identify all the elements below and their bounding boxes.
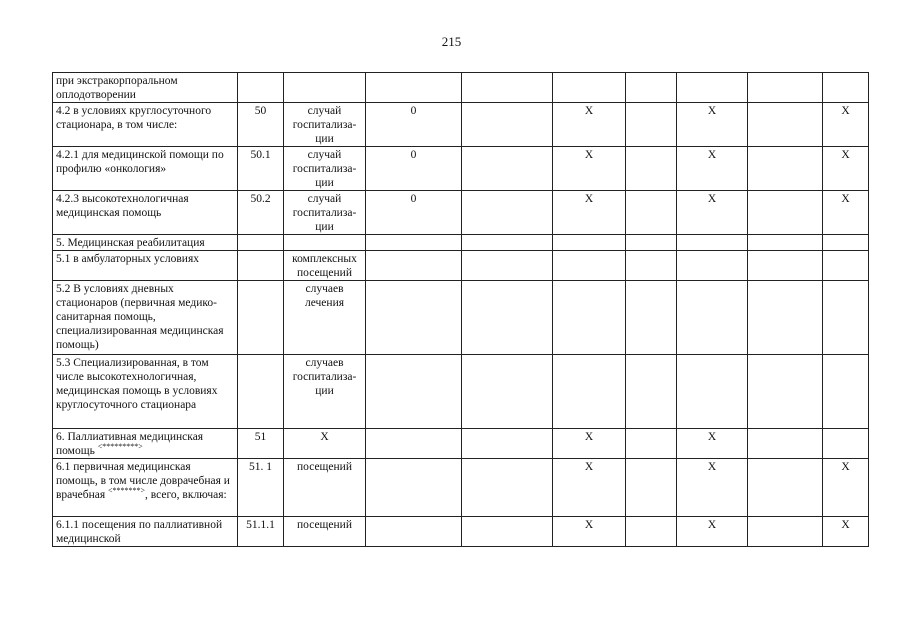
row-name-cell xyxy=(53,281,238,355)
table-row xyxy=(53,429,869,459)
row-unit-cell xyxy=(284,459,366,517)
table-row xyxy=(53,459,869,517)
row-x2-cell xyxy=(677,191,748,235)
row-empty-cell xyxy=(626,235,677,251)
row-code-text: 51 xyxy=(254,431,267,443)
row-code-cell xyxy=(238,73,284,103)
row-x3-cell xyxy=(823,235,869,251)
row-x3-cell xyxy=(823,281,869,355)
row-empty-cell xyxy=(462,429,553,459)
row-label: 6. Паллиативная медицинская помощь xyxy=(56,431,204,457)
row-value-cell xyxy=(366,235,462,251)
row-empty-cell xyxy=(748,459,823,517)
row-name-cell xyxy=(53,517,238,547)
row-x3-cell xyxy=(823,517,869,547)
row-x3-cell xyxy=(823,355,869,429)
row-value-cell xyxy=(366,147,462,191)
row-code-cell xyxy=(238,459,284,517)
row-empty-cell xyxy=(626,147,677,191)
row-unit-cell xyxy=(284,281,366,355)
row-empty-cell xyxy=(626,355,677,429)
row-x2-cell xyxy=(677,103,748,147)
row-x3-text: X xyxy=(841,193,850,205)
row-unit-text: посещений xyxy=(297,461,352,473)
row-x2-cell xyxy=(677,459,748,517)
row-x2-text: X xyxy=(707,519,717,531)
row-x3-cell xyxy=(823,251,869,281)
row-x2-cell xyxy=(677,235,748,251)
row-x2-cell xyxy=(677,147,748,191)
row-unit-text: комплексных посещений xyxy=(292,253,357,279)
row-empty-cell xyxy=(748,251,823,281)
row-code-cell xyxy=(238,147,284,191)
row-name-cell xyxy=(53,459,238,517)
row-x3-cell xyxy=(823,459,869,517)
row-empty-cell xyxy=(462,73,553,103)
row-code-cell xyxy=(238,355,284,429)
row-unit-text: X xyxy=(320,431,329,443)
row-empty-cell xyxy=(626,281,677,355)
row-empty-cell xyxy=(748,517,823,547)
row-x2-text: X xyxy=(707,193,717,205)
row-name-cell xyxy=(53,147,238,191)
row-x2-text: X xyxy=(707,461,717,473)
row-unit-cell xyxy=(284,73,366,103)
row-unit-cell xyxy=(284,103,366,147)
row-x1-cell xyxy=(553,73,626,103)
row-label: 4.2.3 высокотехнологичная медицинская помощь xyxy=(56,193,189,219)
row-label: 4.2 в условиях круглосуточного стационара, в том числе: xyxy=(56,105,212,131)
row-empty-cell xyxy=(748,147,823,191)
row-empty-cell xyxy=(626,517,677,547)
row-unit-cell xyxy=(284,251,366,281)
table-row xyxy=(53,281,869,355)
footnote-mark: <*********> xyxy=(97,442,143,451)
row-x1-text: X xyxy=(584,519,594,531)
row-value-cell xyxy=(366,191,462,235)
row-x3-text: X xyxy=(841,461,850,473)
row-code-cell xyxy=(238,429,284,459)
row-x3-text: X xyxy=(841,105,850,117)
row-empty-cell xyxy=(462,191,553,235)
row-x2-cell xyxy=(677,517,748,547)
table-row xyxy=(53,517,869,547)
row-empty-cell xyxy=(748,355,823,429)
row-name-cell xyxy=(53,103,238,147)
row-empty-cell xyxy=(748,281,823,355)
row-x3-cell xyxy=(823,191,869,235)
row-code-text: 51. 1 xyxy=(249,461,272,473)
row-code-cell xyxy=(238,103,284,147)
row-unit-text: случаев лечения xyxy=(304,283,345,309)
row-x1-cell xyxy=(553,517,626,547)
row-label: 6.1.1 посещения по паллиативной медицинской xyxy=(56,519,223,545)
row-x1-cell xyxy=(553,147,626,191)
row-unit-text: случай госпитализа-ции xyxy=(292,149,357,189)
row-unit-cell xyxy=(284,191,366,235)
table-row xyxy=(53,73,869,103)
row-unit-cell xyxy=(284,517,366,547)
row-label-suffix: , всего, включая: xyxy=(145,489,227,501)
row-empty-cell xyxy=(748,191,823,235)
row-label: 5.2 В условиях дневных стационаров (первичная медико-санитарная помощь, специализированная медицинская помощь) xyxy=(56,283,224,351)
table-row xyxy=(53,355,869,429)
row-value-text: 0 xyxy=(410,193,417,205)
row-x1-cell xyxy=(553,281,626,355)
row-empty-cell xyxy=(462,281,553,355)
row-code-text: 50.2 xyxy=(250,193,271,205)
row-code-text: 50.1 xyxy=(250,149,271,161)
table-row xyxy=(53,147,869,191)
row-unit-cell xyxy=(284,429,366,459)
row-empty-cell xyxy=(748,429,823,459)
row-empty-cell xyxy=(626,103,677,147)
row-empty-cell xyxy=(748,73,823,103)
row-name-cell xyxy=(53,251,238,281)
table-row xyxy=(53,191,869,235)
table-row xyxy=(53,103,869,147)
row-x1-cell xyxy=(553,103,626,147)
row-x3-text: X xyxy=(841,519,850,531)
row-x2-text: X xyxy=(707,105,717,117)
row-empty-cell xyxy=(462,459,553,517)
row-x2-cell xyxy=(677,251,748,281)
row-label: 6.1 первичная медицинская помощь, в том числе доврачебная и врачебная xyxy=(56,461,230,501)
row-name-cell xyxy=(53,191,238,235)
row-empty-cell xyxy=(462,147,553,191)
row-name-cell xyxy=(53,355,238,429)
row-x1-text: X xyxy=(584,193,594,205)
row-x3-cell xyxy=(823,147,869,191)
row-value-cell xyxy=(366,517,462,547)
row-unit-cell xyxy=(284,355,366,429)
row-name-cell xyxy=(53,73,238,103)
row-x3-text: X xyxy=(841,149,850,161)
row-unit-text: случай госпитализа-ции xyxy=(292,105,357,145)
row-x1-cell xyxy=(553,191,626,235)
row-x1-text: X xyxy=(584,149,594,161)
data-table xyxy=(52,72,869,547)
row-code-cell xyxy=(238,281,284,355)
row-x2-cell xyxy=(677,281,748,355)
row-x1-cell xyxy=(553,355,626,429)
page-number: 215 xyxy=(441,34,462,49)
row-x1-cell xyxy=(553,429,626,459)
row-x3-cell xyxy=(823,103,869,147)
row-empty-cell xyxy=(462,251,553,281)
row-x1-text: X xyxy=(584,431,594,443)
row-label: 4.2.1 для медицинской помощи по профилю «онкология» xyxy=(56,149,224,175)
row-code-text: 51.1.1 xyxy=(246,519,275,531)
row-unit-text: случаев госпитализа-ции xyxy=(292,357,357,397)
row-x1-text: X xyxy=(584,461,594,473)
row-unit-cell xyxy=(284,147,366,191)
row-unit-text: случай госпитализа-ции xyxy=(292,193,357,233)
row-value-cell xyxy=(366,73,462,103)
row-empty-cell xyxy=(462,517,553,547)
row-label: 5.1 в амбулаторных условиях xyxy=(56,253,199,265)
row-value-cell xyxy=(366,429,462,459)
row-x3-cell xyxy=(823,73,869,103)
row-value-cell xyxy=(366,459,462,517)
row-empty-cell xyxy=(626,191,677,235)
row-value-text: 0 xyxy=(410,105,417,117)
row-x3-cell xyxy=(823,429,869,459)
row-unit-cell xyxy=(284,235,366,251)
row-x2-text: X xyxy=(707,431,717,443)
row-code-text: 50 xyxy=(254,105,267,117)
row-code-cell xyxy=(238,191,284,235)
row-value-cell xyxy=(366,281,462,355)
row-x1-cell xyxy=(553,459,626,517)
footnote-mark: <*******> xyxy=(108,486,146,495)
row-empty-cell xyxy=(626,459,677,517)
row-code-cell xyxy=(238,235,284,251)
row-value-cell xyxy=(366,251,462,281)
row-x1-cell xyxy=(553,235,626,251)
row-x1-text: X xyxy=(584,105,594,117)
row-x2-cell xyxy=(677,355,748,429)
row-x2-cell xyxy=(677,73,748,103)
row-empty-cell xyxy=(748,103,823,147)
row-x2-cell xyxy=(677,429,748,459)
row-code-cell xyxy=(238,517,284,547)
row-value-cell xyxy=(366,103,462,147)
row-empty-cell xyxy=(748,235,823,251)
row-name-cell xyxy=(53,429,238,459)
row-empty-cell xyxy=(626,429,677,459)
row-value-cell xyxy=(366,355,462,429)
row-unit-text: посещений xyxy=(297,519,352,531)
row-code-cell xyxy=(238,251,284,281)
row-empty-cell xyxy=(626,251,677,281)
table-row xyxy=(53,235,869,251)
row-empty-cell xyxy=(462,235,553,251)
table-row xyxy=(53,251,869,281)
row-value-text: 0 xyxy=(410,149,417,161)
row-x2-text: X xyxy=(707,149,717,161)
row-empty-cell xyxy=(462,355,553,429)
row-empty-cell xyxy=(626,73,677,103)
row-label: 5.3 Специализированная, в том числе высокотехнологичная, медицинская помощь в условиях круглосуточного стационара xyxy=(56,357,218,411)
table-body xyxy=(53,73,869,547)
row-label: 5. Медицинская реабилитация xyxy=(56,237,205,249)
row-name-cell xyxy=(53,235,238,251)
row-label: при экстракорпоральном оплодотворении xyxy=(56,75,178,101)
row-empty-cell xyxy=(462,103,553,147)
row-x1-cell xyxy=(553,251,626,281)
